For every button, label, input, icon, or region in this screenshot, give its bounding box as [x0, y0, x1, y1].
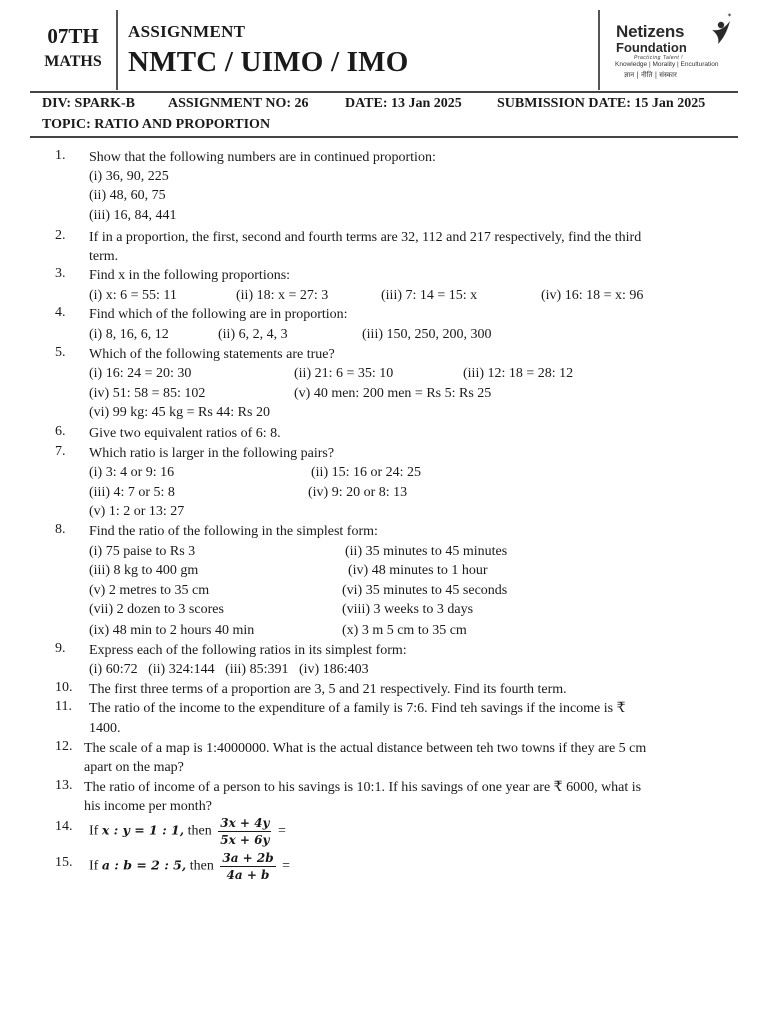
logo-name-line1: Netizens	[616, 22, 685, 41]
netizens-foundation-logo	[612, 10, 738, 88]
question-text: Which of the following statements are true?	[89, 347, 335, 362]
question-text: Which ratio is larger in the following pairs?	[89, 446, 335, 461]
question-part: (ii) 6, 2, 4, 3	[218, 327, 288, 342]
formula-prefix: If	[89, 858, 99, 874]
logo-values: Knowledge | Morality | Enculturation	[615, 61, 719, 68]
formula-prefix: If	[89, 823, 99, 839]
fraction-denominator: 4a + b	[226, 868, 270, 882]
person-leaf-icon	[708, 10, 734, 54]
header-rule-bottom	[30, 136, 738, 138]
question-formula	[89, 851, 290, 882]
question-part: (v) 40 men: 200 men = Rs 5: Rs 25	[294, 386, 492, 401]
formula-condition: x : y = 1 : 1,	[101, 822, 185, 838]
formula-fraction	[220, 851, 275, 882]
question-text: Find which of the following are in proportion:	[89, 307, 348, 322]
question-text: The scale of a map is 1:4000000. What is the actual distance between teh two towns if they are 5 cm	[84, 741, 647, 756]
division-label: DIV: SPARK-B	[42, 96, 135, 111]
question-part: (x) 3 m 5 cm to 35 cm	[342, 623, 467, 638]
question-part: (ii) 48, 60, 75	[89, 188, 166, 203]
header-rule-top	[30, 91, 738, 93]
exam-title: NMTC / UIMO / IMO	[128, 46, 409, 78]
question-text: The first three terms of a proportion are 3, 5 and 21 respectively. Find its fourth term.	[89, 682, 567, 697]
question-part: (vi) 99 kg: 45 kg = Rs 44: Rs 20	[89, 405, 270, 420]
header-divider-left	[116, 10, 118, 90]
question-number: 3.	[55, 266, 66, 281]
question-text: Show that the following numbers are in continued proportion:	[89, 150, 436, 165]
question-part: (i) 75 paise to Rs 3	[89, 544, 196, 559]
question-part: (i) x: 6 = 55: 11	[89, 288, 177, 303]
subject-label: MATHS	[44, 53, 102, 70]
logo-name-line2: Foundation	[616, 40, 687, 55]
assignment-header	[30, 10, 738, 90]
question-number: 10.	[55, 680, 73, 695]
logo-tagline: Practicing Talent !	[634, 55, 684, 61]
question-text-continued: his income per month?	[84, 799, 212, 814]
formula-equals: =	[277, 823, 286, 839]
question-text-continued: apart on the map?	[84, 760, 184, 775]
question-part: (iii) 7: 14 = 15: x	[381, 288, 478, 303]
question-text: Express each of the following ratios in its simplest form:	[89, 643, 407, 658]
question-number: 13.	[55, 778, 73, 793]
question-part: (iii) 4: 7 or 5: 8	[89, 485, 175, 500]
assignment-date: DATE: 13 Jan 2025	[345, 96, 462, 111]
formula-then: then	[187, 823, 212, 839]
question-number: 8.	[55, 522, 66, 537]
svg-text:✶: ✶	[727, 12, 733, 19]
question-part: (iv) 48 minutes to 1 hour	[348, 563, 488, 578]
formula-fraction	[218, 816, 271, 847]
formula-then: then	[189, 858, 214, 874]
grade-label: 07TH	[47, 24, 99, 48]
question-part: (i) 3: 4 or 9: 16	[89, 465, 175, 480]
question-formula	[89, 816, 286, 847]
fraction-numerator: 3x + 4y	[220, 816, 270, 830]
question-part: (ix) 48 min to 2 hours 40 min	[89, 623, 255, 638]
question-part: (i) 60:72 (ii) 324:144 (iii) 85:391 (iv) 186:403	[89, 662, 369, 677]
question-part: (vii) 2 dozen to 3 scores	[89, 602, 224, 617]
question-number: 9.	[55, 641, 66, 656]
question-text: The ratio of income of a person to his savings is 10:1. If his savings of one year are ₹ 6000, what is	[84, 780, 642, 795]
question-text: Give two equivalent ratios of 6: 8.	[89, 426, 281, 441]
question-number: 5.	[55, 345, 66, 360]
logo-values-hindi: ज्ञान | नीति | संस्कार	[624, 71, 677, 79]
fraction-numerator: 3a + 2b	[222, 851, 274, 865]
question-number: 6.	[55, 424, 66, 439]
question-part: (viii) 3 weeks to 3 days	[342, 602, 474, 617]
question-part: (ii) 15: 16 or 24: 25	[311, 465, 422, 480]
formula-equals: =	[282, 858, 291, 874]
grade-subject-box	[30, 10, 116, 88]
question-part: (i) 16: 24 = 20: 30	[89, 366, 192, 381]
question-number: 14.	[55, 819, 73, 834]
question-number: 15.	[55, 855, 73, 870]
fraction-denominator: 5x + 6y	[220, 833, 270, 847]
topic-label: TOPIC: RATIO AND PROPORTION	[42, 117, 271, 132]
question-number: 4.	[55, 305, 66, 320]
question-number: 2.	[55, 228, 66, 243]
question-part: (ii) 35 minutes to 45 minutes	[345, 544, 508, 559]
question-number: 7.	[55, 444, 66, 459]
question-part: (iv) 9: 20 or 8: 13	[308, 485, 408, 500]
question-part: (iii) 8 kg to 400 gm	[89, 563, 199, 578]
question-part: (iii) 150, 250, 200, 300	[362, 327, 492, 342]
question-part: (i) 36, 90, 225	[89, 169, 169, 184]
question-part: (vi) 35 minutes to 45 seconds	[342, 583, 508, 598]
question-text: If in a proportion, the first, second and fourth terms are 32, 112 and 217 respectively, find the third	[89, 230, 642, 245]
formula-condition: a : b = 2 : 5,	[101, 857, 187, 873]
question-number: 1.	[55, 148, 66, 163]
question-part: (ii) 18: x = 27: 3	[236, 288, 329, 303]
submission-date: SUBMISSION DATE: 15 Jan 2025	[497, 96, 706, 111]
question-text: Find x in the following proportions:	[89, 268, 291, 283]
question-part: (iv) 16: 18 = x: 96	[541, 288, 644, 303]
question-number: 12.	[55, 739, 73, 754]
question-part: (v) 2 metres to 35 cm	[89, 583, 210, 598]
question-part: (iv) 51: 58 = 85: 102	[89, 386, 206, 401]
question-number: 11.	[55, 699, 72, 714]
question-part: (ii) 21: 6 = 35: 10	[294, 366, 394, 381]
question-part: (i) 8, 16, 6, 12	[89, 327, 169, 342]
question-part: (iii) 12: 18 = 28: 12	[463, 366, 574, 381]
header-divider-right	[598, 10, 600, 90]
assignment-label: ASSIGNMENT	[128, 22, 246, 41]
question-text: Find the ratio of the following in the simplest form:	[89, 524, 378, 539]
question-part: (iii) 16, 84, 441	[89, 208, 177, 223]
question-text-continued: term.	[89, 249, 119, 264]
assignment-number: ASSIGNMENT NO: 26	[168, 96, 309, 111]
question-text: The ratio of the income to the expenditure of a family is 7:6. Find teh savings if the income is ₹	[89, 701, 626, 716]
question-part: (v) 1: 2 or 13: 27	[89, 504, 185, 519]
question-text-continued: 1400.	[89, 721, 121, 736]
